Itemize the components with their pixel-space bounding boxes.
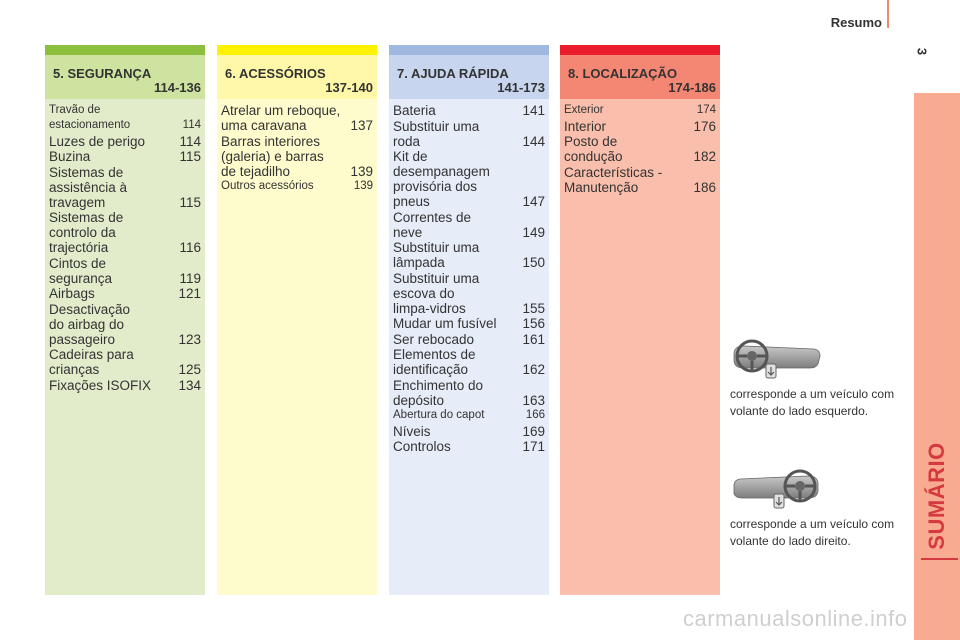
toc-entry-page: 144	[522, 133, 545, 149]
toc-entry[interactable]	[393, 210, 545, 240]
toc-entry-page: 171	[522, 439, 545, 454]
toc-entry[interactable]	[49, 134, 201, 149]
toc-entry-label: Cadeiras para crianças	[49, 347, 134, 377]
legend-right-hand-drive	[730, 468, 900, 550]
toc-entry-page: 121	[178, 286, 201, 301]
header-title: Resumo	[830, 15, 882, 30]
toc-entry-label: Correntes de neve	[393, 209, 472, 240]
toc-entry[interactable]	[393, 149, 545, 209]
section-color-bar	[560, 45, 720, 55]
toc-entry-label: Sistemas de controlo da trajectória	[49, 210, 124, 255]
toc-entry-label: Desactivação do airbag do passageiro	[49, 301, 131, 347]
watermark: carmanualsonline.info	[683, 606, 908, 631]
toc-entry-page: 182	[693, 149, 716, 164]
toc-entry[interactable]	[393, 332, 545, 347]
toc-entry[interactable]	[393, 347, 545, 377]
toc-entry-page: 134	[178, 377, 201, 393]
toc-entry-page: 114	[182, 119, 201, 131]
legend-left-hand-drive	[730, 338, 900, 420]
toc-entry[interactable]	[49, 149, 201, 164]
toc-entry[interactable]	[221, 179, 373, 194]
toc-entry[interactable]	[393, 271, 545, 316]
toc-entry-label: Mudar um fusível	[393, 316, 497, 331]
toc-entry-page: 169	[522, 423, 545, 439]
toc-entry-page: 137	[350, 118, 373, 133]
toc-entry-page: 149	[522, 224, 545, 240]
toc-entry-page: 139	[350, 163, 373, 179]
toc-entry[interactable]	[393, 408, 545, 423]
section-item-list	[217, 99, 377, 194]
toc-entry-page: 141	[522, 103, 545, 118]
section-title: 7. AJUDA RÁPIDA	[397, 66, 509, 81]
toc-entry[interactable]	[49, 256, 201, 286]
section-color-bar	[389, 45, 549, 55]
toc-entry[interactable]	[49, 302, 201, 347]
toc-entry-label: Exterior	[564, 104, 604, 116]
toc-entry-label: Fixações ISOFIX	[49, 377, 152, 393]
toc-entry[interactable]	[49, 210, 201, 255]
toc-entry-page: 162	[522, 362, 545, 377]
toc-entry-page: 123	[178, 331, 201, 347]
section-page-range: 137-140	[325, 80, 373, 95]
section-safety	[45, 45, 205, 595]
toc-entry[interactable]	[393, 103, 545, 118]
section-item-list	[389, 99, 549, 454]
section-header[interactable]	[45, 55, 205, 99]
toc-entry-page: 176	[693, 118, 716, 134]
toc-entry[interactable]	[221, 103, 373, 133]
toc-entry[interactable]	[393, 316, 545, 331]
toc-entry-page: 125	[178, 362, 201, 377]
toc-entry-label: Níveis	[393, 423, 431, 439]
toc-entry-page: 161	[522, 331, 545, 347]
toc-entry[interactable]	[393, 119, 545, 149]
toc-entry[interactable]	[393, 424, 545, 439]
toc-entry-label: Interior	[564, 118, 607, 134]
page-number: 3	[914, 47, 930, 56]
side-tab-underline	[921, 558, 958, 560]
toc-entry-page: 139	[353, 180, 373, 192]
toc-entry[interactable]	[564, 165, 716, 195]
toc-entry[interactable]	[564, 134, 716, 164]
section-item-list	[45, 99, 205, 393]
toc-entry-page: 147	[522, 194, 545, 209]
toc-entry[interactable]	[564, 119, 716, 134]
toc-entry-label: Posto de condução	[564, 134, 623, 164]
header-divider	[887, 0, 889, 28]
toc-entry-label: Controlos	[393, 439, 451, 454]
toc-entry-label: Cintos de segurança	[49, 255, 113, 286]
toc-entry[interactable]	[564, 103, 716, 118]
toc-entry-page: 114	[179, 133, 201, 149]
toc-entry-label: Sistemas de assistência à travagem	[49, 164, 128, 210]
toc-entry-label: Luzes de perigo	[49, 133, 146, 149]
left-hand-drive-icon	[730, 338, 822, 380]
section-location	[560, 45, 720, 595]
right-hand-drive-icon	[730, 468, 822, 510]
toc-entry[interactable]	[393, 439, 545, 454]
toc-entry-page: 174	[696, 104, 716, 116]
toc-entry-label: Bateria	[393, 103, 436, 118]
section-color-bar	[45, 45, 205, 55]
toc-entry-page: 116	[179, 240, 201, 255]
toc-entry-label: Abertura do capot	[393, 409, 485, 421]
toc-entry-label: Elementos de identificação	[393, 347, 476, 377]
toc-entry-page: 186	[693, 179, 716, 195]
toc-entry-label: Enchimento do depósito	[393, 377, 484, 408]
toc-entry-page: 150	[522, 255, 545, 270]
toc-entry[interactable]	[49, 165, 201, 210]
section-color-bar	[217, 45, 377, 55]
section-title: 6. ACESSÓRIOS	[225, 66, 326, 81]
section-accessories	[217, 45, 377, 595]
section-title: 8. LOCALIZAÇÃO	[568, 66, 678, 81]
section-header[interactable]	[217, 55, 377, 99]
toc-entry-page: 166	[525, 409, 545, 421]
section-page-range: 174-186	[668, 80, 716, 95]
toc-entry[interactable]	[221, 134, 373, 179]
toc-entry-label: Travão de estacionamento	[49, 104, 131, 131]
toc-entry-label: Atrelar um reboque, uma caravana	[221, 103, 341, 133]
toc-entry-page: 115	[179, 149, 201, 164]
toc-entry-page: 156	[522, 316, 545, 331]
toc-entry[interactable]	[49, 378, 201, 393]
toc-entry-label: Airbags	[49, 286, 95, 301]
toc-entry-page: 115	[179, 194, 201, 210]
toc-entry-label: Barras interiores (galeria) e barras de tejadilho	[221, 133, 324, 179]
toc-entry-label: Substituir uma escova do limpa-vidros	[393, 270, 480, 316]
toc-entry-label: Kit de desempanagem provisória dos pneus	[393, 149, 490, 209]
toc-entry-page: 163	[522, 392, 545, 408]
side-tab-label: SUMÁRIO	[924, 442, 949, 550]
legend-caption: corresponde a um veículo com volante do lado esquerdo.	[730, 387, 895, 418]
toc-entry[interactable]	[49, 347, 201, 377]
toc-entry-label: Substituir uma lâmpada	[393, 240, 480, 270]
legend-caption: corresponde a um veículo com volante do lado direito.	[730, 517, 895, 548]
toc-entry-label: Características - Manutenção	[564, 164, 663, 195]
section-header[interactable]	[389, 55, 549, 99]
toc-entry-label: Ser rebocado	[393, 331, 475, 347]
section-quick-help	[389, 45, 549, 595]
section-item-list	[560, 99, 720, 195]
toc-entry-label: Substituir uma roda	[393, 118, 480, 149]
toc-entry[interactable]	[49, 286, 201, 301]
toc-entry-label: Outros acessórios	[221, 180, 314, 192]
section-title: 5. SEGURANÇA	[53, 66, 152, 81]
section-page-range: 114-136	[154, 80, 201, 95]
toc-entry[interactable]	[49, 103, 201, 133]
section-header[interactable]	[560, 55, 720, 99]
section-page-range: 141-173	[497, 80, 545, 95]
toc-entry-page: 155	[522, 300, 545, 316]
toc-entry-label: Buzina	[49, 149, 91, 164]
toc-entry[interactable]	[393, 378, 545, 408]
toc-entry-page: 119	[179, 270, 201, 286]
toc-entry[interactable]	[393, 240, 545, 270]
